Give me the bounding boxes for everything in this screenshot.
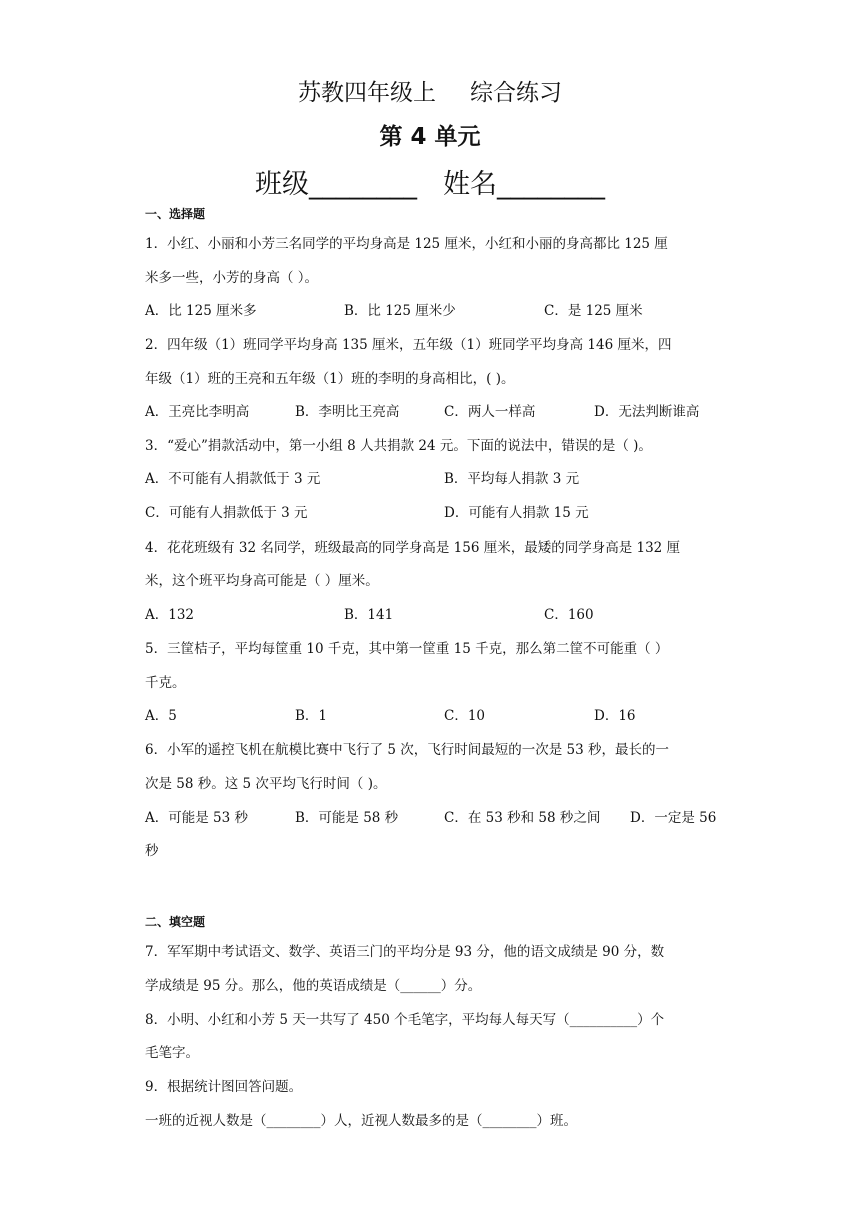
question-3-option-a: A．不可能有人捐款低于 3 元	[145, 471, 321, 487]
question-5-option-a: A．5	[145, 708, 177, 724]
title-grade: 苏教四年级上	[298, 80, 436, 106]
question-7-line-1: 7．军军期中考试语文、数学、英语三门的平均分是 93 分，他的语文成绩是 90 分，数	[145, 944, 665, 960]
question-1-line-2: 米多一些，小芳的身高（ ）。	[145, 270, 319, 286]
question-2-option-c: C．两人一样高	[444, 404, 536, 420]
section-heading-fill: 二、填空题	[145, 915, 206, 929]
question-3-option-c: C．可能有人捐款低于 3 元	[145, 505, 308, 521]
student-info	[0, 162, 860, 201]
question-6-option-d-wrap: 秒	[145, 843, 159, 859]
worksheet-title	[0, 74, 860, 107]
question-9-line-2: 一班的近视人数是（________）人，近视人数最多的是（________）班。	[145, 1113, 577, 1129]
section-heading-choice: 一、选择题	[145, 207, 206, 221]
question-1-option-c: C．是 125 厘米	[544, 303, 643, 319]
class-field: 班级________	[255, 169, 417, 200]
question-2-option-d: D．无法判断谁高	[594, 404, 700, 420]
question-3-line-1: 3．“爱心”捐款活动中，第一小组 8 人共捐款 24 元。下面的说法中，错误的是（ )。	[145, 438, 652, 454]
question-6-option-d: D．一定是 56	[630, 810, 717, 826]
question-6-option-c: C．在 53 秒和 58 秒之间	[444, 810, 601, 826]
title-practice: 综合练习	[470, 80, 562, 106]
question-2-line-1: 2．四年级（1）班同学平均身高 135 厘米，五年级（1）班同学平均身高 146 厘米，四	[145, 337, 672, 353]
question-4-line-1: 4．花花班级有 32 名同学，班级最高的同学身高是 156 厘米，最矮的同学身高是 132 厘	[145, 540, 681, 556]
question-2-line-2: 年级（1）班的王亮和五年级（1）班的李明的身高相比，( )。	[145, 371, 515, 387]
question-9-line-1: 9．根据统计图回答问题。	[145, 1079, 303, 1095]
question-6-line-2: 次是 58 秒。这 5 次平均飞行时间（ )。	[145, 776, 387, 792]
question-8-line-2: 毛笔字。	[145, 1045, 199, 1061]
question-8-line-1: 8．小明、小红和小芳 5 天一共写了 450 个毛笔字，平均每人每天写（__________）个	[145, 1012, 665, 1028]
question-5-option-b: B．1	[295, 708, 328, 724]
question-5-option-d: D．16	[594, 708, 636, 724]
question-1-line-1: 1．小红、小丽和小芳三名同学的平均身高是 125 厘米，小红和小丽的身高都比 125 厘	[145, 236, 668, 252]
question-5-option-c: C．10	[444, 708, 486, 724]
question-1-option-a: A．比 125 厘米多	[145, 303, 257, 319]
question-1-option-b: B．比 125 厘米少	[344, 303, 456, 319]
question-4-option-a: A．132	[145, 607, 195, 623]
name-field: 姓名________	[443, 169, 605, 200]
question-4-option-b: B．141	[344, 607, 394, 623]
question-4-option-c: C．160	[544, 607, 594, 623]
question-7-line-2: 学成绩是 95 分。那么，他的英语成绩是（______）分。	[145, 978, 482, 994]
unit-title: 第 4 单元	[379, 124, 481, 150]
question-3-option-d: D．可能有人捐款 15 元	[444, 505, 589, 521]
question-5-line-1: 5．三筐桔子，平均每筐重 10 千克，其中第一筐重 15 千克，那么第二筐不可能重（ ）	[145, 641, 669, 657]
question-5-line-2: 千克。	[145, 675, 186, 691]
question-6-option-a: A．可能是 53 秒	[145, 810, 249, 826]
question-2-option-b: B．李明比王亮高	[295, 404, 400, 420]
question-6-line-1: 6．小军的遥控飞机在航模比赛中飞行了 5 次，飞行时间最短的一次是 53 秒，最长的一	[145, 742, 670, 758]
question-2-option-a: A．王亮比李明高	[145, 404, 250, 420]
question-6-option-b: B．可能是 58 秒	[295, 810, 399, 826]
question-4-line-2: 米，这个班平均身高可能是（ ）厘米。	[145, 573, 379, 589]
question-3-option-b: B．平均每人捐款 3 元	[444, 471, 580, 487]
